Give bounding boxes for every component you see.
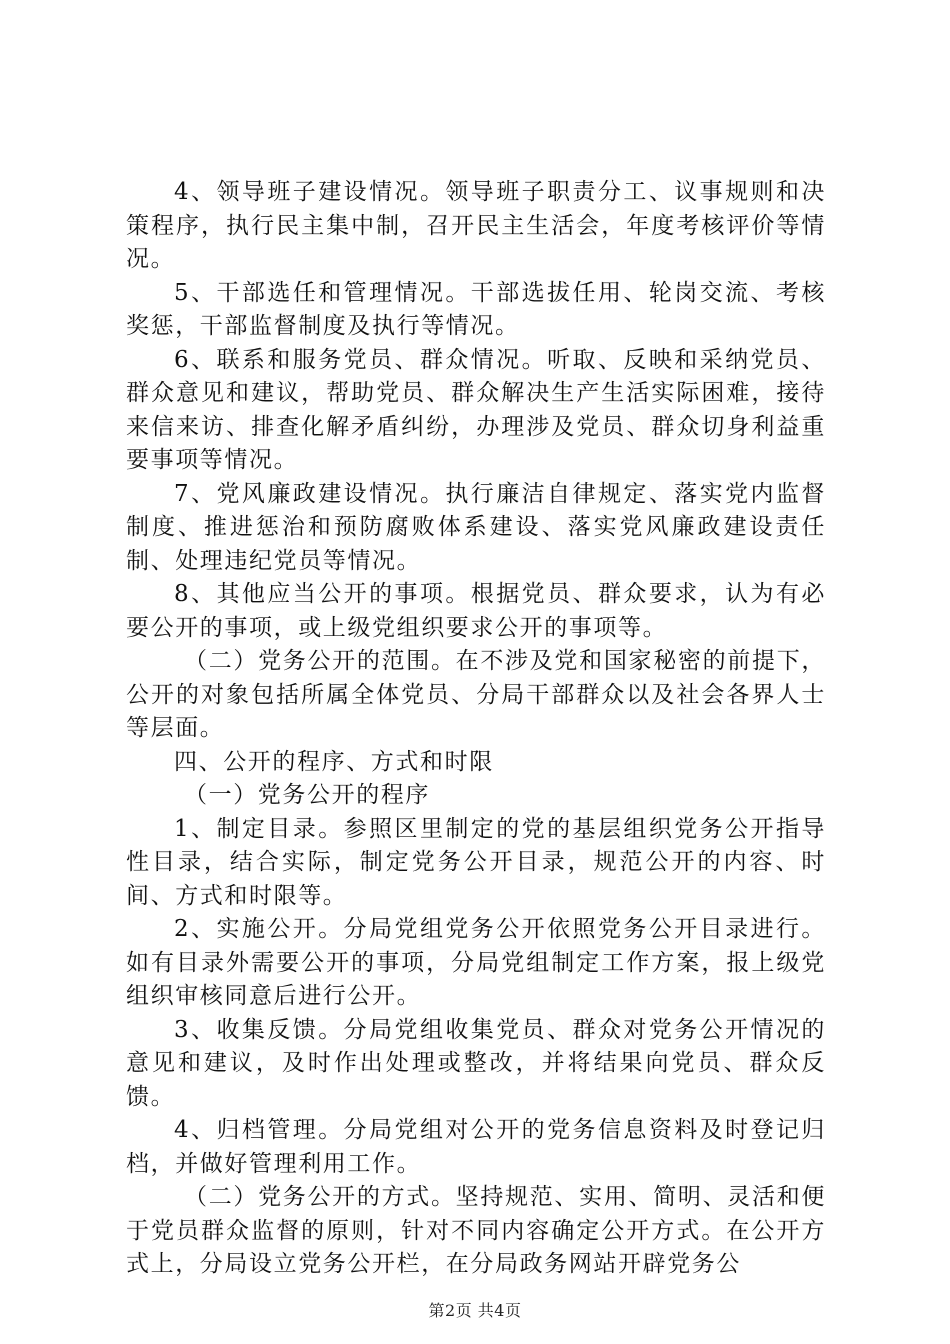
paragraph-other-matters: 8、其他应当公开的事项。根据党员、群众要求，认为有必要公开的事项，或上级党组织要求公开的事项等。 (126, 581, 826, 641)
paragraph-implementation: 2、实施公开。分局党组党务公开依照党务公开目录进行。如有目录外需要公开的事项，分局党组制定工作方案，报上级党组织审核同意后进行公开。 (126, 916, 826, 1009)
document-body (126, 176, 826, 1282)
paragraph-feedback: 3、收集反馈。分局党组收集党员、群众对党务公开情况的意见和建议，及时作出处理或整改，并将结果向党员、群众反馈。 (126, 1016, 826, 1110)
subheading-procedure: （一）党务公开的程序 (184, 782, 430, 808)
paragraph-integrity: 7、党风廉政建设情况。执行廉洁自律规定、落实党内监督制度、推进惩治和预防腐败体系建设、落实党风廉政建设责任制、处理违纪党员等情况。 (126, 480, 826, 574)
page-number-footer: 第2页 共4页 (428, 1301, 522, 1320)
paragraph-cadre-selection: 5、干部选任和管理情况。干部选拔任用、轮岗交流、考核奖惩，干部监督制度及执行等情况。 (126, 279, 826, 339)
section-heading-procedure: 四、公开的程序、方式和时限 (174, 748, 494, 775)
paragraph-leadership: 4、领导班子建设情况。领导班子职责分工、议事规则和决策程序，执行民主集中制，召开民主生活会，年度考核评价等情况。 (126, 179, 826, 272)
paragraph-serving-members: 6、联系和服务党员、群众情况。听取、反映和采纳党员、群众意见和建议，帮助党员、群众解决生产生活实际困难，接待来信来访、排查化解矛盾纠纷，办理涉及党员、群众切身利益重要事项等情况。 (126, 346, 826, 473)
paragraph-catalog: 1、制定目录。参照区里制定的党的基层组织党务公开指导性目录，结合实际，制定党务公开目录，规范公开的内容、时间、方式和时限等。 (126, 815, 826, 909)
paragraph-methods: （二）党务公开的方式。坚持规范、实用、简明、灵活和便于党员群众监督的原则，针对不同内容确定公开方式。在公开方式上，分局设立党务公开栏，在分局政务网站开辟党务公 (126, 1184, 826, 1277)
paragraph-archiving: 4、归档管理。分局党组对公开的党务信息资料及时登记归档，并做好管理利用工作。 (126, 1117, 826, 1177)
paragraph-scope: （二）党务公开的范围。在不涉及党和国家秘密的前提下，公开的对象包括所属全体党员、分局干部群众以及社会各界人士等层面。 (126, 648, 826, 741)
